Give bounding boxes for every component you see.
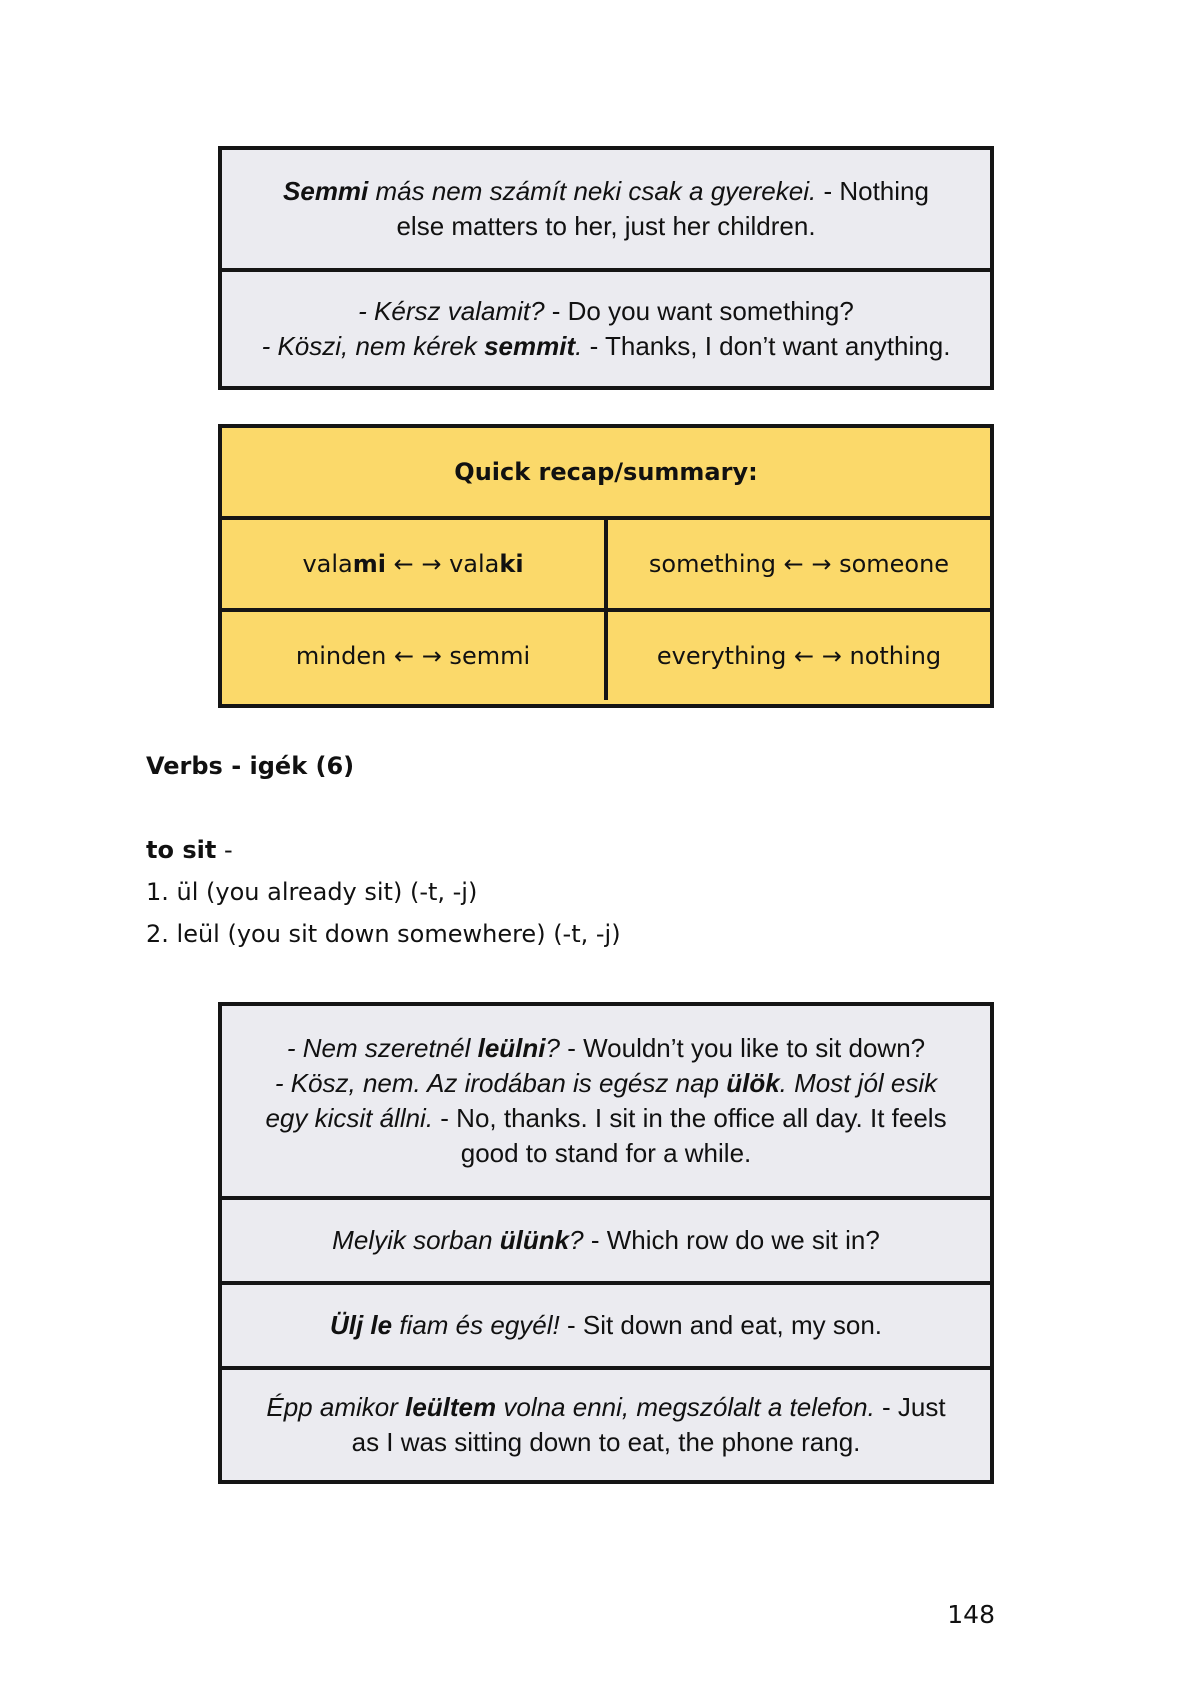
bold-term: ülök bbox=[726, 1068, 780, 1098]
hungarian-text: . bbox=[575, 331, 583, 361]
english-translation: - Thanks, I don’t want anything. bbox=[582, 331, 951, 361]
recap-table bbox=[218, 424, 994, 708]
bold-term: ülünk bbox=[499, 1225, 570, 1255]
hungarian-text: - Köszi, nem kérek bbox=[261, 331, 485, 361]
recap-cell-english: everything ← → nothing bbox=[604, 612, 990, 700]
verb-heading bbox=[146, 836, 233, 864]
english-translation: - No, thanks. I sit in the office all day. It feels good to stand for a while. bbox=[433, 1103, 947, 1168]
dialogue-line bbox=[262, 329, 951, 364]
example-row: Ülj le fiam és egyél! - Sit down and eat, my son. bbox=[222, 1281, 990, 1366]
example-row bbox=[222, 1006, 990, 1196]
example-row: Épp amikor leültem volna enni, megszólalt a telefon. - Just as I was sitting down to eat, the phone rang. bbox=[222, 1366, 990, 1480]
verb-item: 2. leül (you sit down somewhere) (-t, -j) bbox=[146, 920, 621, 948]
english-translation: - Just as I was sitting down to eat, the phone rang. bbox=[351, 1392, 946, 1457]
example-row: Melyik sorban ülünk? - Which row do we sit in? bbox=[222, 1196, 990, 1281]
example-row bbox=[222, 268, 990, 386]
dialogue-line bbox=[262, 294, 951, 329]
dialogue-line bbox=[265, 1068, 946, 1168]
hungarian-text: más nem számít neki csak a gyerekei. bbox=[368, 176, 817, 206]
verb-dash: - bbox=[216, 836, 233, 864]
bold-term: Ülj le bbox=[329, 1310, 393, 1340]
verb-head: to sit bbox=[146, 836, 217, 864]
example-row bbox=[222, 150, 990, 268]
page-number: 148 bbox=[947, 1600, 995, 1629]
bold-term: Semmi bbox=[283, 176, 369, 206]
hungarian-text: - Nem szeretnél bbox=[286, 1033, 478, 1063]
example-box-sit bbox=[218, 1002, 994, 1484]
hungarian-text: ? bbox=[545, 1033, 560, 1063]
dialogue-line bbox=[287, 1033, 925, 1063]
verb-item: 1. ül (you already sit) (-t, -j) bbox=[146, 878, 478, 906]
hungarian-text: . Most jól esik egy kicsit állni. bbox=[265, 1068, 938, 1133]
bold-term: leültem bbox=[405, 1392, 497, 1422]
recap-cell-hungarian: valami ← → valaki bbox=[302, 550, 524, 578]
section-title: Verbs - igék (6) bbox=[146, 752, 355, 780]
bold-term: leülni bbox=[477, 1033, 546, 1063]
recap-cell-hungarian: minden ← → semmi bbox=[295, 642, 531, 670]
example-box-semmi bbox=[218, 146, 994, 390]
hungarian-text: - Kösz, nem. Az irodában is egész nap bbox=[274, 1068, 727, 1098]
english-translation: - Which row do we sit in? bbox=[583, 1225, 880, 1255]
english-translation: - Nothing else matters to her, just her children. bbox=[396, 176, 929, 241]
recap-cell-english: something ← → someone bbox=[604, 520, 990, 608]
recap-row bbox=[222, 516, 990, 608]
hungarian-text: - Kérsz valamit? bbox=[358, 296, 545, 326]
bold-term: semmit bbox=[484, 331, 576, 361]
english-translation: - Do you want something? bbox=[544, 296, 854, 326]
recap-row bbox=[222, 608, 990, 700]
english-translation: - Sit down and eat, my son. bbox=[559, 1310, 883, 1340]
recap-title: Quick recap/summary: bbox=[454, 458, 758, 486]
english-translation: - Wouldn’t you like to sit down? bbox=[559, 1033, 926, 1063]
